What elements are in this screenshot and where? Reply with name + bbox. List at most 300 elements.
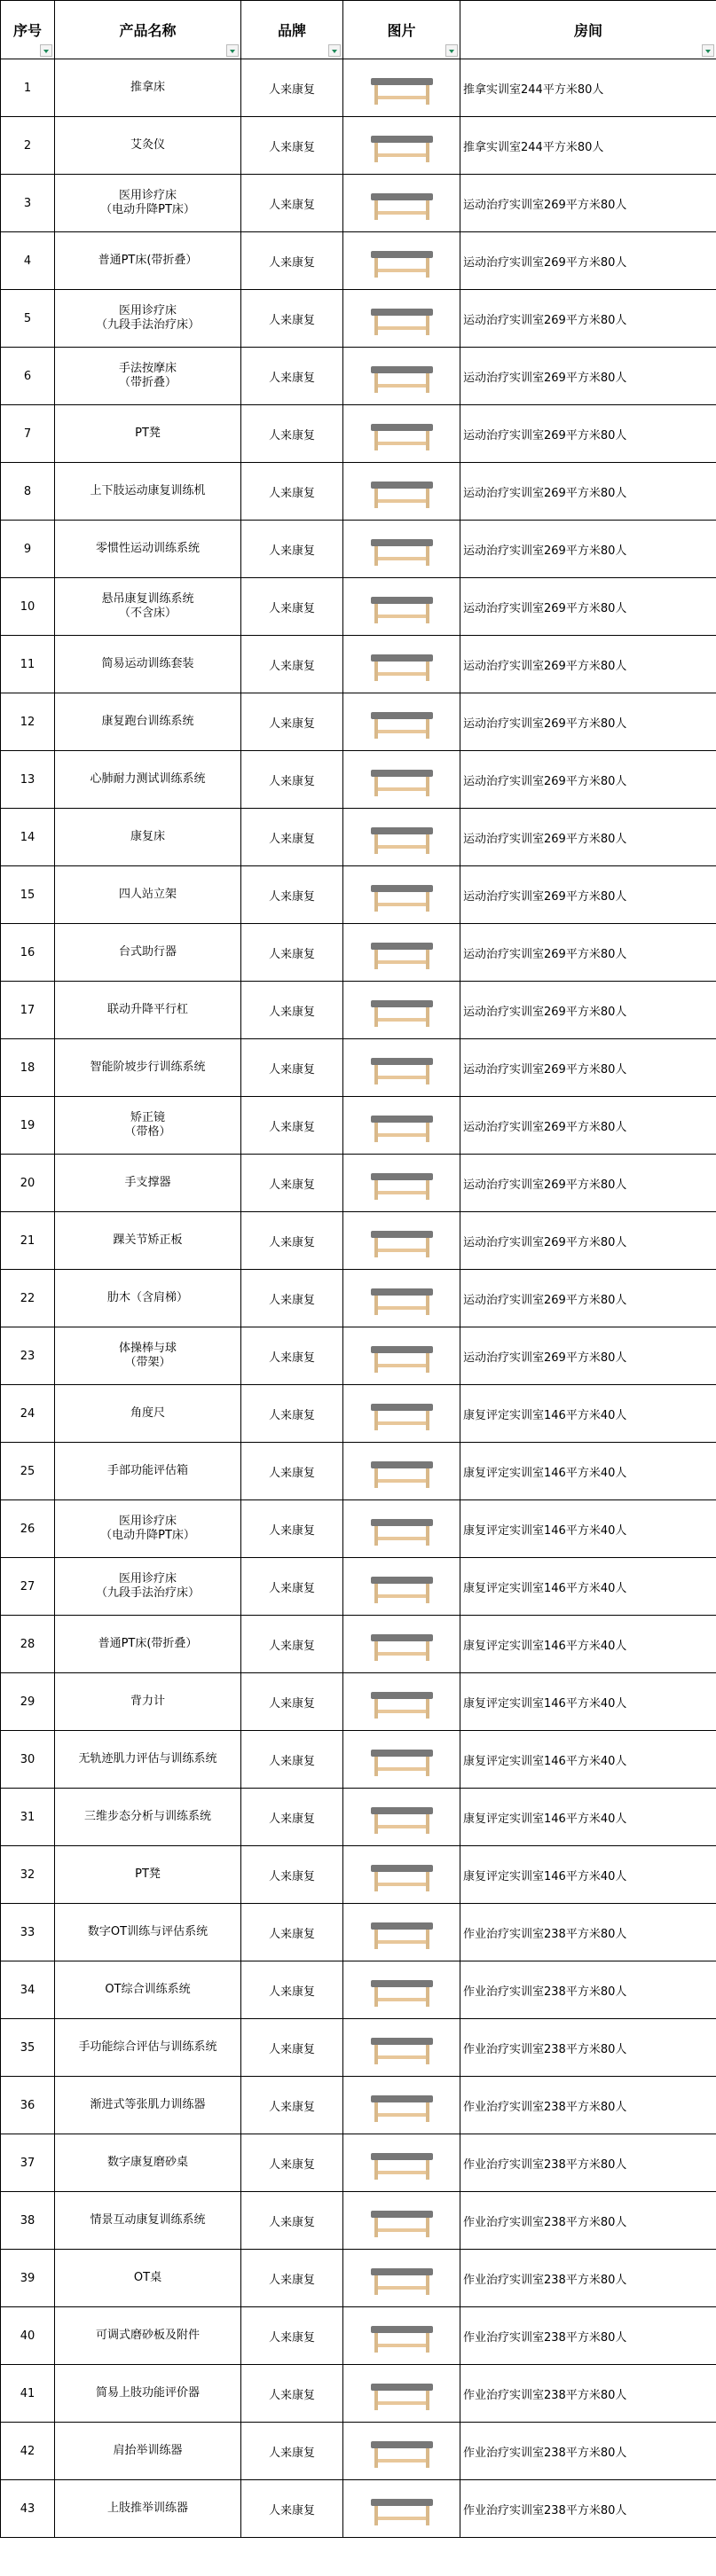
table-row[interactable] [1,521,716,578]
cell-index: 12 [1,693,55,751]
cell-index: 27 [1,1558,55,1616]
cell-index: 1 [1,59,55,117]
cell-product-name: 肩抬举训练器 [55,2423,241,2480]
table-row[interactable] [1,924,716,982]
table-row[interactable] [1,290,716,348]
cell-index: 36 [1,2077,55,2134]
product-image[interactable] [343,1737,460,1781]
product-image[interactable] [343,66,460,110]
cell-room: 作业治疗实训室238平方米80人 [460,2365,716,2423]
table-row[interactable] [1,2365,716,2423]
cell-index: 22 [1,1270,55,1327]
cell-image [343,1616,460,1673]
cell-room: 运动治疗实训室269平方米80人 [460,751,716,809]
cell-index: 16 [1,924,55,982]
product-image[interactable] [343,354,460,398]
cell-index: 19 [1,1097,55,1155]
cell-brand: 人来康复 [241,2250,343,2307]
table-row[interactable] [1,636,716,693]
table-row[interactable] [1,232,716,290]
cell-brand: 人来康复 [241,2077,343,2134]
cell-brand: 人来康复 [241,117,343,175]
cell-index: 41 [1,2365,55,2423]
cell-index: 42 [1,2423,55,2480]
cell-room: 运动治疗实训室269平方米80人 [460,982,716,1039]
table-row[interactable] [1,1904,716,1961]
product-image[interactable] [343,2256,460,2300]
cell-product-name: 无轨迹肌力评估与训练系统 [55,1731,241,1789]
product-image[interactable] [343,2429,460,2473]
cell-brand: 人来康复 [241,2192,343,2250]
header-label: 序号 [12,22,42,39]
cell-index: 39 [1,2250,55,2307]
cell-room: 运动治疗实训室269平方米80人 [460,866,716,924]
table-row[interactable] [1,693,716,751]
cell-brand: 人来康复 [241,1212,343,1270]
cell-index: 5 [1,290,55,348]
cell-room: 作业治疗实训室238平方米80人 [460,2250,716,2307]
product-image[interactable] [343,1968,460,2012]
cell-product-name: 踝关节矫正板 [55,1212,241,1270]
table-row[interactable] [1,2134,716,2192]
cell-room: 运动治疗实训室269平方米80人 [460,1212,716,1270]
cell-product-name: 背力计 [55,1673,241,1731]
product-image[interactable] [343,1276,460,1320]
product-image[interactable] [343,1161,460,1205]
cell-brand: 人来康复 [241,2307,343,2365]
cell-room: 运动治疗实训室269平方米80人 [460,693,716,751]
cell-product-name: 简易运动训练套装 [55,636,241,693]
cell-index: 18 [1,1039,55,1097]
product-image[interactable] [343,469,460,513]
table-body [1,59,716,2538]
header-label: 产品名称 [119,22,177,39]
product-image[interactable] [343,123,460,168]
product-image[interactable] [343,873,460,917]
cell-image [343,1097,460,1155]
cell-index: 14 [1,809,55,866]
cell-room: 运动治疗实训室269平方米80人 [460,175,716,232]
table-row[interactable] [1,117,716,175]
cell-product-name: 手部功能评估箱 [55,1443,241,1500]
cell-image [343,463,460,521]
table-row[interactable] [1,1212,716,1270]
cell-brand: 人来康复 [241,578,343,636]
cell-product-name: 推拿床 [55,59,241,117]
cell-product-name: 上肢推举训练器 [55,2480,241,2538]
product-image[interactable] [343,2025,460,2070]
cell-brand: 人来康复 [241,1616,343,1673]
cell-index: 43 [1,2480,55,2538]
cell-brand: 人来康复 [241,636,343,693]
cell-index: 33 [1,1904,55,1961]
cell-product-name: 手法按摩床 （带折叠） [55,348,241,405]
cell-index: 32 [1,1846,55,1904]
cell-brand: 人来康复 [241,2365,343,2423]
cell-product-name: 医用诊疗床 （九段手法治疗床） [55,290,241,348]
cell-index: 25 [1,1443,55,1500]
cell-image [343,1270,460,1327]
product-image[interactable] [343,296,460,341]
cell-brand: 人来康复 [241,59,343,117]
cell-image [343,2250,460,2307]
table-row[interactable] [1,1673,716,1731]
cell-image [343,290,460,348]
cell-room: 运动治疗实训室269平方米80人 [460,348,716,405]
cell-room: 运动治疗实训室269平方米80人 [460,405,716,463]
cell-image [343,1558,460,1616]
product-image[interactable] [343,2141,460,2185]
cell-brand: 人来康复 [241,232,343,290]
cell-room: 康复评定实训室146平方米40人 [460,1673,716,1731]
product-image[interactable] [343,1391,460,1436]
cell-brand: 人来康复 [241,175,343,232]
product-image[interactable] [343,1852,460,1897]
cell-room: 运动治疗实训室269平方米80人 [460,809,716,866]
table-row[interactable] [1,1731,716,1789]
cell-product-name: 体操棒与球 （带架） [55,1327,241,1385]
cell-brand: 人来康复 [241,1558,343,1616]
cell-brand: 人来康复 [241,1327,343,1385]
cell-brand: 人来康复 [241,1789,343,1846]
cell-image [343,1673,460,1731]
cell-image [343,578,460,636]
cell-brand: 人来康复 [241,1155,343,1212]
cell-image [343,1155,460,1212]
cell-image [343,1731,460,1789]
cell-brand: 人来康复 [241,1846,343,1904]
cell-image [343,521,460,578]
header-row [1,1,716,59]
table-row[interactable] [1,405,716,463]
filter-dropdown-button[interactable] [40,44,52,57]
table-row[interactable] [1,2192,716,2250]
filter-dropdown-button[interactable] [702,44,714,57]
cell-index: 11 [1,636,55,693]
table-row[interactable] [1,1558,716,1616]
cell-room: 康复评定实训室146平方米40人 [460,1616,716,1673]
cell-index: 3 [1,175,55,232]
cell-image [343,2365,460,2423]
cell-brand: 人来康复 [241,693,343,751]
product-image[interactable] [343,1218,460,1263]
cell-product-name: 可调式磨砂板及附件 [55,2307,241,2365]
cell-product-name: 肋木（含肩梯） [55,1270,241,1327]
product-image[interactable] [343,1679,460,1724]
cell-brand: 人来康复 [241,2019,343,2077]
cell-index: 10 [1,578,55,636]
cell-product-name: 医用诊疗床 （九段手法治疗床） [55,1558,241,1616]
cell-brand: 人来康复 [241,1904,343,1961]
cell-index: 2 [1,117,55,175]
cell-index: 26 [1,1500,55,1558]
table-row[interactable] [1,578,716,636]
cell-brand: 人来康复 [241,521,343,578]
cell-product-name: 矫正镜 （带格） [55,1097,241,1155]
table-row[interactable] [1,1385,716,1443]
product-image[interactable] [343,930,460,975]
cell-brand: 人来康复 [241,809,343,866]
filter-dropdown-button[interactable] [328,44,341,57]
cell-index: 8 [1,463,55,521]
cell-product-name: OT桌 [55,2250,241,2307]
cell-room: 运动治疗实训室269平方米80人 [460,521,716,578]
cell-image [343,693,460,751]
cell-image [343,117,460,175]
product-image[interactable] [343,411,460,456]
product-image[interactable] [343,2314,460,2358]
cell-product-name: 手支撑器 [55,1155,241,1212]
cell-image [343,405,460,463]
header-label: 房间 [573,22,602,39]
cell-product-name: 零惯性运动训练系统 [55,521,241,578]
product-image[interactable] [343,988,460,1032]
table-row[interactable] [1,1443,716,1500]
cell-product-name: 简易上肢功能评价器 [55,2365,241,2423]
product-image[interactable] [343,1507,460,1551]
product-image[interactable] [343,1334,460,1378]
cell-product-name: 医用诊疗床 （电动升降PT床） [55,1500,241,1558]
cell-brand: 人来康复 [241,866,343,924]
cell-room: 推拿实训室244平方米80人 [460,117,716,175]
product-image[interactable] [343,1622,460,1666]
table-row[interactable] [1,2307,716,2365]
cell-room: 运动治疗实训室269平方米80人 [460,1039,716,1097]
cell-brand: 人来康复 [241,290,343,348]
cell-index: 13 [1,751,55,809]
cell-product-name: 情景互动康复训练系统 [55,2192,241,2250]
cell-image [343,1327,460,1385]
cell-image [343,1212,460,1270]
cell-image [343,1385,460,1443]
product-image[interactable] [343,700,460,744]
cell-room: 作业治疗实训室238平方米80人 [460,1961,716,2019]
table-row[interactable] [1,2480,716,2538]
cell-room: 康复评定实训室146平方米40人 [460,1789,716,1846]
cell-brand: 人来康复 [241,982,343,1039]
cell-product-name: 数字OT训练与评估系统 [55,1904,241,1961]
cell-brand: 人来康复 [241,348,343,405]
table-row[interactable] [1,1097,716,1155]
cell-room: 康复评定实训室146平方米40人 [460,1558,716,1616]
cell-brand: 人来康复 [241,1731,343,1789]
table-row[interactable] [1,1789,716,1846]
product-image[interactable] [343,815,460,859]
cell-index: 20 [1,1155,55,1212]
table-row[interactable] [1,809,716,866]
cell-index: 4 [1,232,55,290]
cell-image [343,1443,460,1500]
cell-room: 作业治疗实训室238平方米80人 [460,2077,716,2134]
product-image[interactable] [343,584,460,629]
cell-brand: 人来康复 [241,924,343,982]
product-image[interactable] [343,2486,460,2531]
product-image[interactable] [343,757,460,802]
cell-brand: 人来康复 [241,405,343,463]
product-image[interactable] [343,642,460,686]
product-image[interactable] [343,527,460,571]
cell-room: 运动治疗实训室269平方米80人 [460,290,716,348]
cell-image [343,1904,460,1961]
table-row[interactable] [1,1270,716,1327]
cell-image [343,1961,460,2019]
table-row[interactable] [1,1500,716,1558]
cell-image [343,751,460,809]
cell-brand: 人来康复 [241,1097,343,1155]
filter-dropdown-button[interactable] [445,44,458,57]
table-row[interactable] [1,348,716,405]
cell-product-name: 康复床 [55,809,241,866]
table-row[interactable] [1,2077,716,2134]
header-room [460,1,716,59]
cell-product-name: 四人站立架 [55,866,241,924]
cell-image [343,175,460,232]
table-row[interactable] [1,1961,716,2019]
product-image[interactable] [343,2083,460,2127]
cell-image [343,924,460,982]
cell-brand: 人来康复 [241,1039,343,1097]
cell-room: 运动治疗实训室269平方米80人 [460,1155,716,1212]
cell-product-name: 心肺耐力测试训练系统 [55,751,241,809]
cell-index: 7 [1,405,55,463]
cell-image [343,1789,460,1846]
cell-index: 40 [1,2307,55,2365]
cell-room: 康复评定实训室146平方米40人 [460,1731,716,1789]
product-image[interactable] [343,1449,460,1493]
product-image[interactable] [343,2198,460,2243]
cell-image [343,348,460,405]
cell-image [343,1846,460,1904]
cell-room: 推拿实训室244平方米80人 [460,59,716,117]
cell-brand: 人来康复 [241,2480,343,2538]
cell-product-name: 联动升降平行杠 [55,982,241,1039]
cell-product-name: 渐进式等张肌力训练器 [55,2077,241,2134]
header-brand [241,1,343,59]
product-image[interactable] [343,181,460,225]
table-row[interactable] [1,1846,716,1904]
cell-image [343,809,460,866]
cell-index: 6 [1,348,55,405]
cell-room: 运动治疗实训室269平方米80人 [460,232,716,290]
cell-image [343,232,460,290]
cell-room: 作业治疗实训室238平方米80人 [460,1904,716,1961]
cell-image [343,636,460,693]
cell-room: 运动治疗实训室269平方米80人 [460,1097,716,1155]
cell-room: 康复评定实训室146平方米40人 [460,1500,716,1558]
product-image[interactable] [343,2371,460,2415]
cell-image [343,866,460,924]
cell-image [343,2134,460,2192]
cell-product-name: 三维步态分析与训练系统 [55,1789,241,1846]
table-row[interactable] [1,2423,716,2480]
cell-product-name: 普通PT床(带折叠） [55,232,241,290]
cell-brand: 人来康复 [241,1500,343,1558]
cell-brand: 人来康复 [241,2134,343,2192]
cell-room: 康复评定实训室146平方米40人 [460,1443,716,1500]
cell-room: 康复评定实训室146平方米40人 [460,1385,716,1443]
product-image[interactable] [343,1103,460,1147]
table-row[interactable] [1,2019,716,2077]
cell-index: 21 [1,1212,55,1270]
cell-image [343,982,460,1039]
cell-room: 作业治疗实训室238平方米80人 [460,2423,716,2480]
cell-image [343,2480,460,2538]
cell-image [343,2077,460,2134]
cell-room: 作业治疗实训室238平方米80人 [460,2019,716,2077]
cell-product-name: 医用诊疗床 （电动升降PT床） [55,175,241,232]
cell-product-name: OT综合训练系统 [55,1961,241,2019]
cell-room: 运动治疗实训室269平方米80人 [460,1270,716,1327]
header-label: 品牌 [277,22,306,39]
product-image[interactable] [343,1045,460,1090]
cell-brand: 人来康复 [241,2423,343,2480]
cell-image [343,2192,460,2250]
product-image[interactable] [343,239,460,283]
cell-room: 作业治疗实训室238平方米80人 [460,2307,716,2365]
cell-product-name: 上下肢运动康复训练机 [55,463,241,521]
cell-index: 30 [1,1731,55,1789]
cell-image [343,1500,460,1558]
cell-room: 运动治疗实训室269平方米80人 [460,463,716,521]
product-image[interactable] [343,1564,460,1609]
product-image[interactable] [343,1910,460,1954]
cell-brand: 人来康复 [241,751,343,809]
cell-product-name: 智能阶坡步行训练系统 [55,1039,241,1097]
cell-room: 运动治疗实训室269平方米80人 [460,636,716,693]
cell-index: 17 [1,982,55,1039]
table-row[interactable] [1,463,716,521]
table-row[interactable] [1,1039,716,1097]
table-row[interactable] [1,2250,716,2307]
cell-index: 37 [1,2134,55,2192]
table-row[interactable] [1,175,716,232]
cell-brand: 人来康复 [241,1673,343,1731]
cell-image [343,59,460,117]
cell-brand: 人来康复 [241,1961,343,2019]
cell-product-name: 艾灸仪 [55,117,241,175]
cell-index: 38 [1,2192,55,2250]
table-row[interactable] [1,751,716,809]
cell-room: 作业治疗实训室238平方米80人 [460,2192,716,2250]
cell-product-name: PT凳 [55,405,241,463]
cell-brand: 人来康复 [241,1385,343,1443]
cell-index: 31 [1,1789,55,1846]
table-row[interactable] [1,1327,716,1385]
header-index [1,1,55,59]
table-row[interactable] [1,866,716,924]
product-image[interactable] [343,1795,460,1839]
cell-index: 34 [1,1961,55,2019]
header-product-name [55,1,241,59]
cell-image [343,2423,460,2480]
cell-room: 运动治疗实训室269平方米80人 [460,924,716,982]
filter-dropdown-button[interactable] [226,44,239,57]
table-row[interactable] [1,59,716,117]
table-row[interactable] [1,1616,716,1673]
table-row[interactable] [1,1155,716,1212]
cell-image [343,1039,460,1097]
cell-index: 24 [1,1385,55,1443]
cell-image [343,2019,460,2077]
table-row[interactable] [1,982,716,1039]
cell-product-name: PT凳 [55,1846,241,1904]
cell-room: 康复评定实训室146平方米40人 [460,1846,716,1904]
header-label: 图片 [387,22,416,39]
cell-index: 15 [1,866,55,924]
header-image [343,1,460,59]
cell-room: 运动治疗实训室269平方米80人 [460,578,716,636]
cell-product-name: 数字康复磨砂桌 [55,2134,241,2192]
